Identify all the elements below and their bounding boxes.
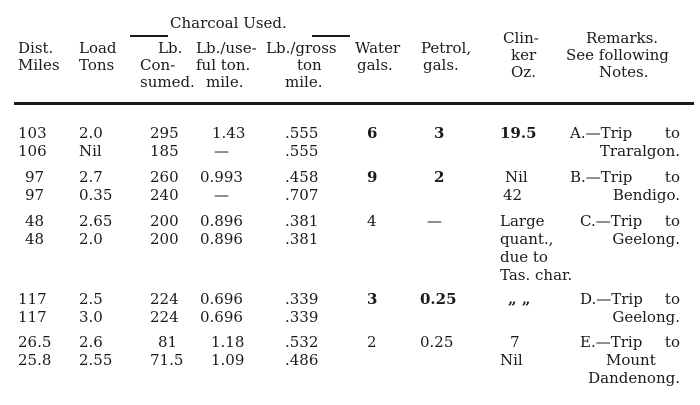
row-b2-consumed: 240 xyxy=(150,186,179,204)
row-c1-load: 2.65 xyxy=(79,212,113,230)
group-e-clinker-2: Nil xyxy=(500,351,523,369)
row-e2-dist: 25.8 xyxy=(18,351,52,369)
group-e-petrol: 0.25 xyxy=(420,333,454,351)
group-d-remark-1: D.—Trip to xyxy=(580,290,680,308)
header-useful-line3: mile. xyxy=(206,73,244,91)
header-consumed-line1: Lb. xyxy=(158,39,183,57)
header-petrol-line2: gals. xyxy=(423,56,459,74)
header-useful-line2: ful ton. xyxy=(196,56,251,74)
header-consumed-line3: sumed. xyxy=(140,73,195,91)
header-water-line1: Water xyxy=(355,39,401,57)
group-b-clinker-2: 42 xyxy=(503,186,523,204)
group-a-remark-2: Traralgon. xyxy=(599,142,680,160)
row-d1-dist: 117 xyxy=(18,290,47,308)
header-useful-line1: Lb./use- xyxy=(196,39,257,57)
header-remarks-line2: See following xyxy=(566,46,669,64)
row-b2-load: 0.35 xyxy=(79,186,113,204)
group-d-remark-2: Geelong. xyxy=(612,308,680,326)
charcoal-rule-left xyxy=(130,35,168,37)
group-e-remark-2: Mount xyxy=(606,351,656,369)
charcoal-rule-right xyxy=(312,35,350,37)
group-a-remark-1: A.—Trip to xyxy=(570,124,680,142)
row-e1-consumed: 81 xyxy=(158,333,178,351)
row-e1-dist: 26.5 xyxy=(18,333,52,351)
group-c-clinker-1: Large xyxy=(500,212,545,230)
group-c-remark-2: Geelong. xyxy=(612,230,680,248)
group-c-clinker-3: due to xyxy=(500,248,548,266)
row-a1-consumed: 295 xyxy=(150,124,179,142)
row-b1-dist: 97 xyxy=(25,168,45,186)
row-c1-gross: .381 xyxy=(285,212,319,230)
header-clinker-line2: ker xyxy=(511,46,537,64)
row-e2-useful: 1.09 xyxy=(211,351,245,369)
header-clinker-line1: Clin- xyxy=(503,29,539,47)
group-c-remark-1: C.—Trip to xyxy=(580,212,680,230)
group-c-water: 4 xyxy=(367,212,377,230)
row-a1-gross: .555 xyxy=(285,124,319,142)
row-a1-load: 2.0 xyxy=(79,124,103,142)
row-c2-gross: .381 xyxy=(285,230,319,248)
row-a1-useful: 1.43 xyxy=(212,124,246,142)
row-a2-useful: — xyxy=(214,142,229,160)
row-b2-gross: .707 xyxy=(285,186,319,204)
row-a2-gross: .555 xyxy=(285,142,319,160)
group-c-clinker-2: quant., xyxy=(500,230,554,248)
group-a-petrol: 3 xyxy=(434,124,445,142)
row-e1-useful: 1.18 xyxy=(211,333,245,351)
row-d1-consumed: 224 xyxy=(150,290,179,308)
group-a-water: 6 xyxy=(367,124,378,142)
header-remarks-line3: Notes. xyxy=(599,63,649,81)
group-e-remark-1: E.—Trip to xyxy=(580,333,680,351)
row-d2-gross: .339 xyxy=(285,308,319,326)
header-dist-line2: Miles xyxy=(18,56,60,74)
row-c2-load: 2.0 xyxy=(79,230,103,248)
row-c2-dist: 48 xyxy=(25,230,45,248)
group-b-petrol: 2 xyxy=(434,168,445,186)
group-b-water: 9 xyxy=(367,168,378,186)
row-d1-load: 2.5 xyxy=(79,290,103,308)
row-c1-consumed: 200 xyxy=(150,212,179,230)
row-a1-dist: 103 xyxy=(18,124,47,142)
group-e-remark-3: Dandenong. xyxy=(588,369,680,387)
group-d-water: 3 xyxy=(367,290,378,308)
header-gross-line3: mile. xyxy=(285,73,323,91)
group-a-clinker: 19.5 xyxy=(500,124,537,142)
row-d2-consumed: 224 xyxy=(150,308,179,326)
header-dist-line1: Dist. xyxy=(18,39,54,57)
header-petrol-line1: Petrol, xyxy=(421,39,472,57)
row-d1-useful: 0.696 xyxy=(200,290,243,308)
row-d1-gross: .339 xyxy=(285,290,319,308)
header-rule xyxy=(14,102,694,105)
row-b1-load: 2.7 xyxy=(79,168,103,186)
header-load-line1: Load xyxy=(79,39,117,57)
header-gross-line2: ton xyxy=(297,56,322,74)
group-d-clinker: „ „ xyxy=(508,290,531,308)
header-load-line2: Tons xyxy=(79,56,115,74)
group-b-remark-1: B.—Trip to xyxy=(570,168,680,186)
row-c1-dist: 48 xyxy=(25,212,45,230)
group-b-remark-2: Bendigo. xyxy=(612,186,680,204)
group-c-petrol: — xyxy=(427,212,442,230)
row-c2-consumed: 200 xyxy=(150,230,179,248)
row-d2-dist: 117 xyxy=(18,308,47,326)
group-d-petrol: 0.25 xyxy=(420,290,457,308)
row-e2-consumed: 71.5 xyxy=(150,351,184,369)
row-e2-gross: .486 xyxy=(285,351,319,369)
row-d2-load: 3.0 xyxy=(79,308,103,326)
header-remarks-line1: Remarks. xyxy=(586,29,659,47)
header-consumed-line2: Con- xyxy=(140,56,176,74)
row-a2-dist: 106 xyxy=(18,142,47,160)
group-e-clinker-1: 7 xyxy=(510,333,520,351)
row-b1-useful: 0.993 xyxy=(200,168,243,186)
row-c2-useful: 0.896 xyxy=(200,230,243,248)
row-e2-load: 2.55 xyxy=(79,351,113,369)
row-a2-consumed: 185 xyxy=(150,142,179,160)
charcoal-group-title: Charcoal Used. xyxy=(170,14,287,32)
row-a2-load: Nil xyxy=(79,142,102,160)
group-e-water: 2 xyxy=(367,333,377,351)
header-gross-line1: Lb./gross xyxy=(266,39,337,57)
row-c1-useful: 0.896 xyxy=(200,212,243,230)
row-b2-useful: — xyxy=(214,186,229,204)
row-e1-gross: .532 xyxy=(285,333,319,351)
group-c-clinker-4: Tas. char. xyxy=(500,266,573,284)
row-b1-consumed: 260 xyxy=(150,168,179,186)
row-b1-gross: .458 xyxy=(285,168,319,186)
group-b-clinker-1: Nil xyxy=(505,168,528,186)
row-e1-load: 2.6 xyxy=(79,333,103,351)
row-b2-dist: 97 xyxy=(25,186,45,204)
header-clinker-line3: Oz. xyxy=(511,63,536,81)
header-water-line2: gals. xyxy=(357,56,393,74)
row-d2-useful: 0.696 xyxy=(200,308,243,326)
